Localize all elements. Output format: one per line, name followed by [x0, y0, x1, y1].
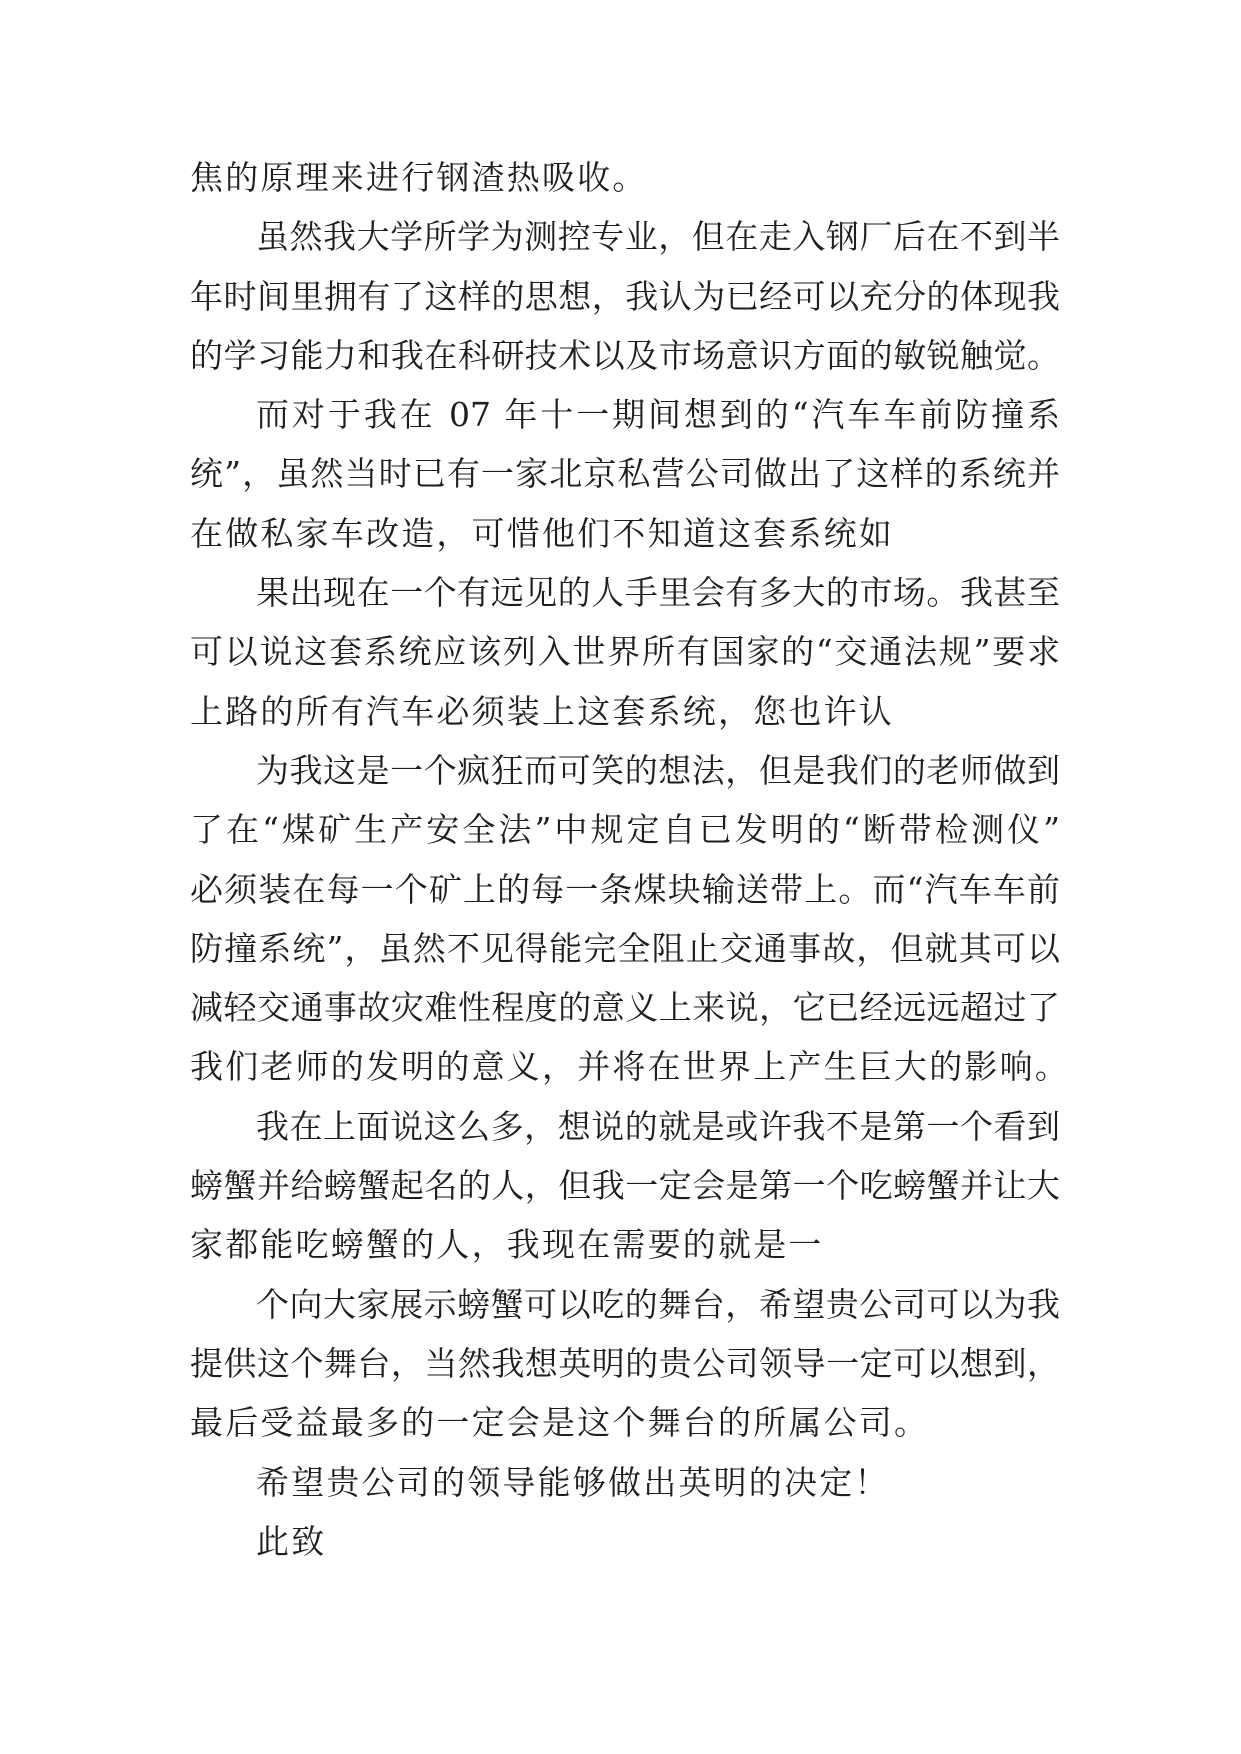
text-line: 的学习能力和我在科研技术以及市场意识方面的敏锐触觉。	[190, 335, 1060, 375]
paragraph-first-line: 果出现在一个有远见的人手里会有多大的市场。我甚至	[256, 573, 1060, 613]
text-line: 减轻交通事故灾难性程度的意义上来说，它已经远远超过了	[190, 988, 1060, 1028]
text-line: 可以说这套系统应该列入世界所有国家的“交通法规”要求	[190, 632, 1060, 672]
paragraph-first-line: 而对于我在 07 年十一期间想到的“汽车车前防撞系	[256, 395, 1060, 435]
text-line: 必须装在每一个矿上的每一条煤块输送带上。而“汽车车前	[190, 869, 1060, 909]
text-line: 螃蟹并给螃蟹起名的人，但我一定会是第一个吃螃蟹并让大	[190, 1166, 1060, 1206]
text-line: 在做私家车改造，可惜他们不知道这套系统如	[190, 513, 894, 553]
text-line: 最后受益最多的一定会是这个舞台的所属公司。	[190, 1403, 930, 1443]
text-line: 我们老师的发明的意义，并将在世界上产生巨大的影响。	[190, 1047, 1070, 1087]
text-line: 统”，虽然当时已有一家北京私营公司做出了这样的系统并	[190, 454, 1060, 494]
text-line: 家都能吃螃蟹的人，我现在需要的就是一	[190, 1225, 824, 1265]
text-line: 了在“煤矿生产安全法”中规定自已发明的“断带检测仪”	[190, 810, 1060, 850]
text-line: 年时间里拥有了这样的思想，我认为已经可以充分的体现我	[190, 276, 1060, 316]
text-line: 焦的原理来进行钢渣热吸收。	[190, 158, 648, 197]
closing-salutation: 此致	[256, 1521, 327, 1561]
letter-body	[190, 148, 1070, 1571]
text-line: 防撞系统”，虽然不见得能完全阻止交通事故，但就其可以	[190, 928, 1060, 968]
paragraph-first-line: 我在上面说这么多，想说的就是或许我不是第一个看到	[256, 1106, 1060, 1146]
text-line: 提供这个舞台，当然我想英明的贵公司领导一定可以想到，	[190, 1343, 1060, 1383]
paragraph-first-line: 虽然我大学所学为测控专业，但在走入钢厂后在不到半	[256, 217, 1060, 257]
paragraph-first-line: 为我这是一个疯狂而可笑的想法，但是我们的老师做到	[256, 750, 1060, 790]
paragraph-first-line: 个向大家展示螃蟹可以吃的舞台，希望贵公司可以为我	[256, 1284, 1060, 1324]
text-line: 上路的所有汽车必须装上这套系统，您也许认	[190, 691, 894, 731]
paragraph-first-line: 希望贵公司的领导能够做出英明的决定！	[256, 1462, 890, 1502]
